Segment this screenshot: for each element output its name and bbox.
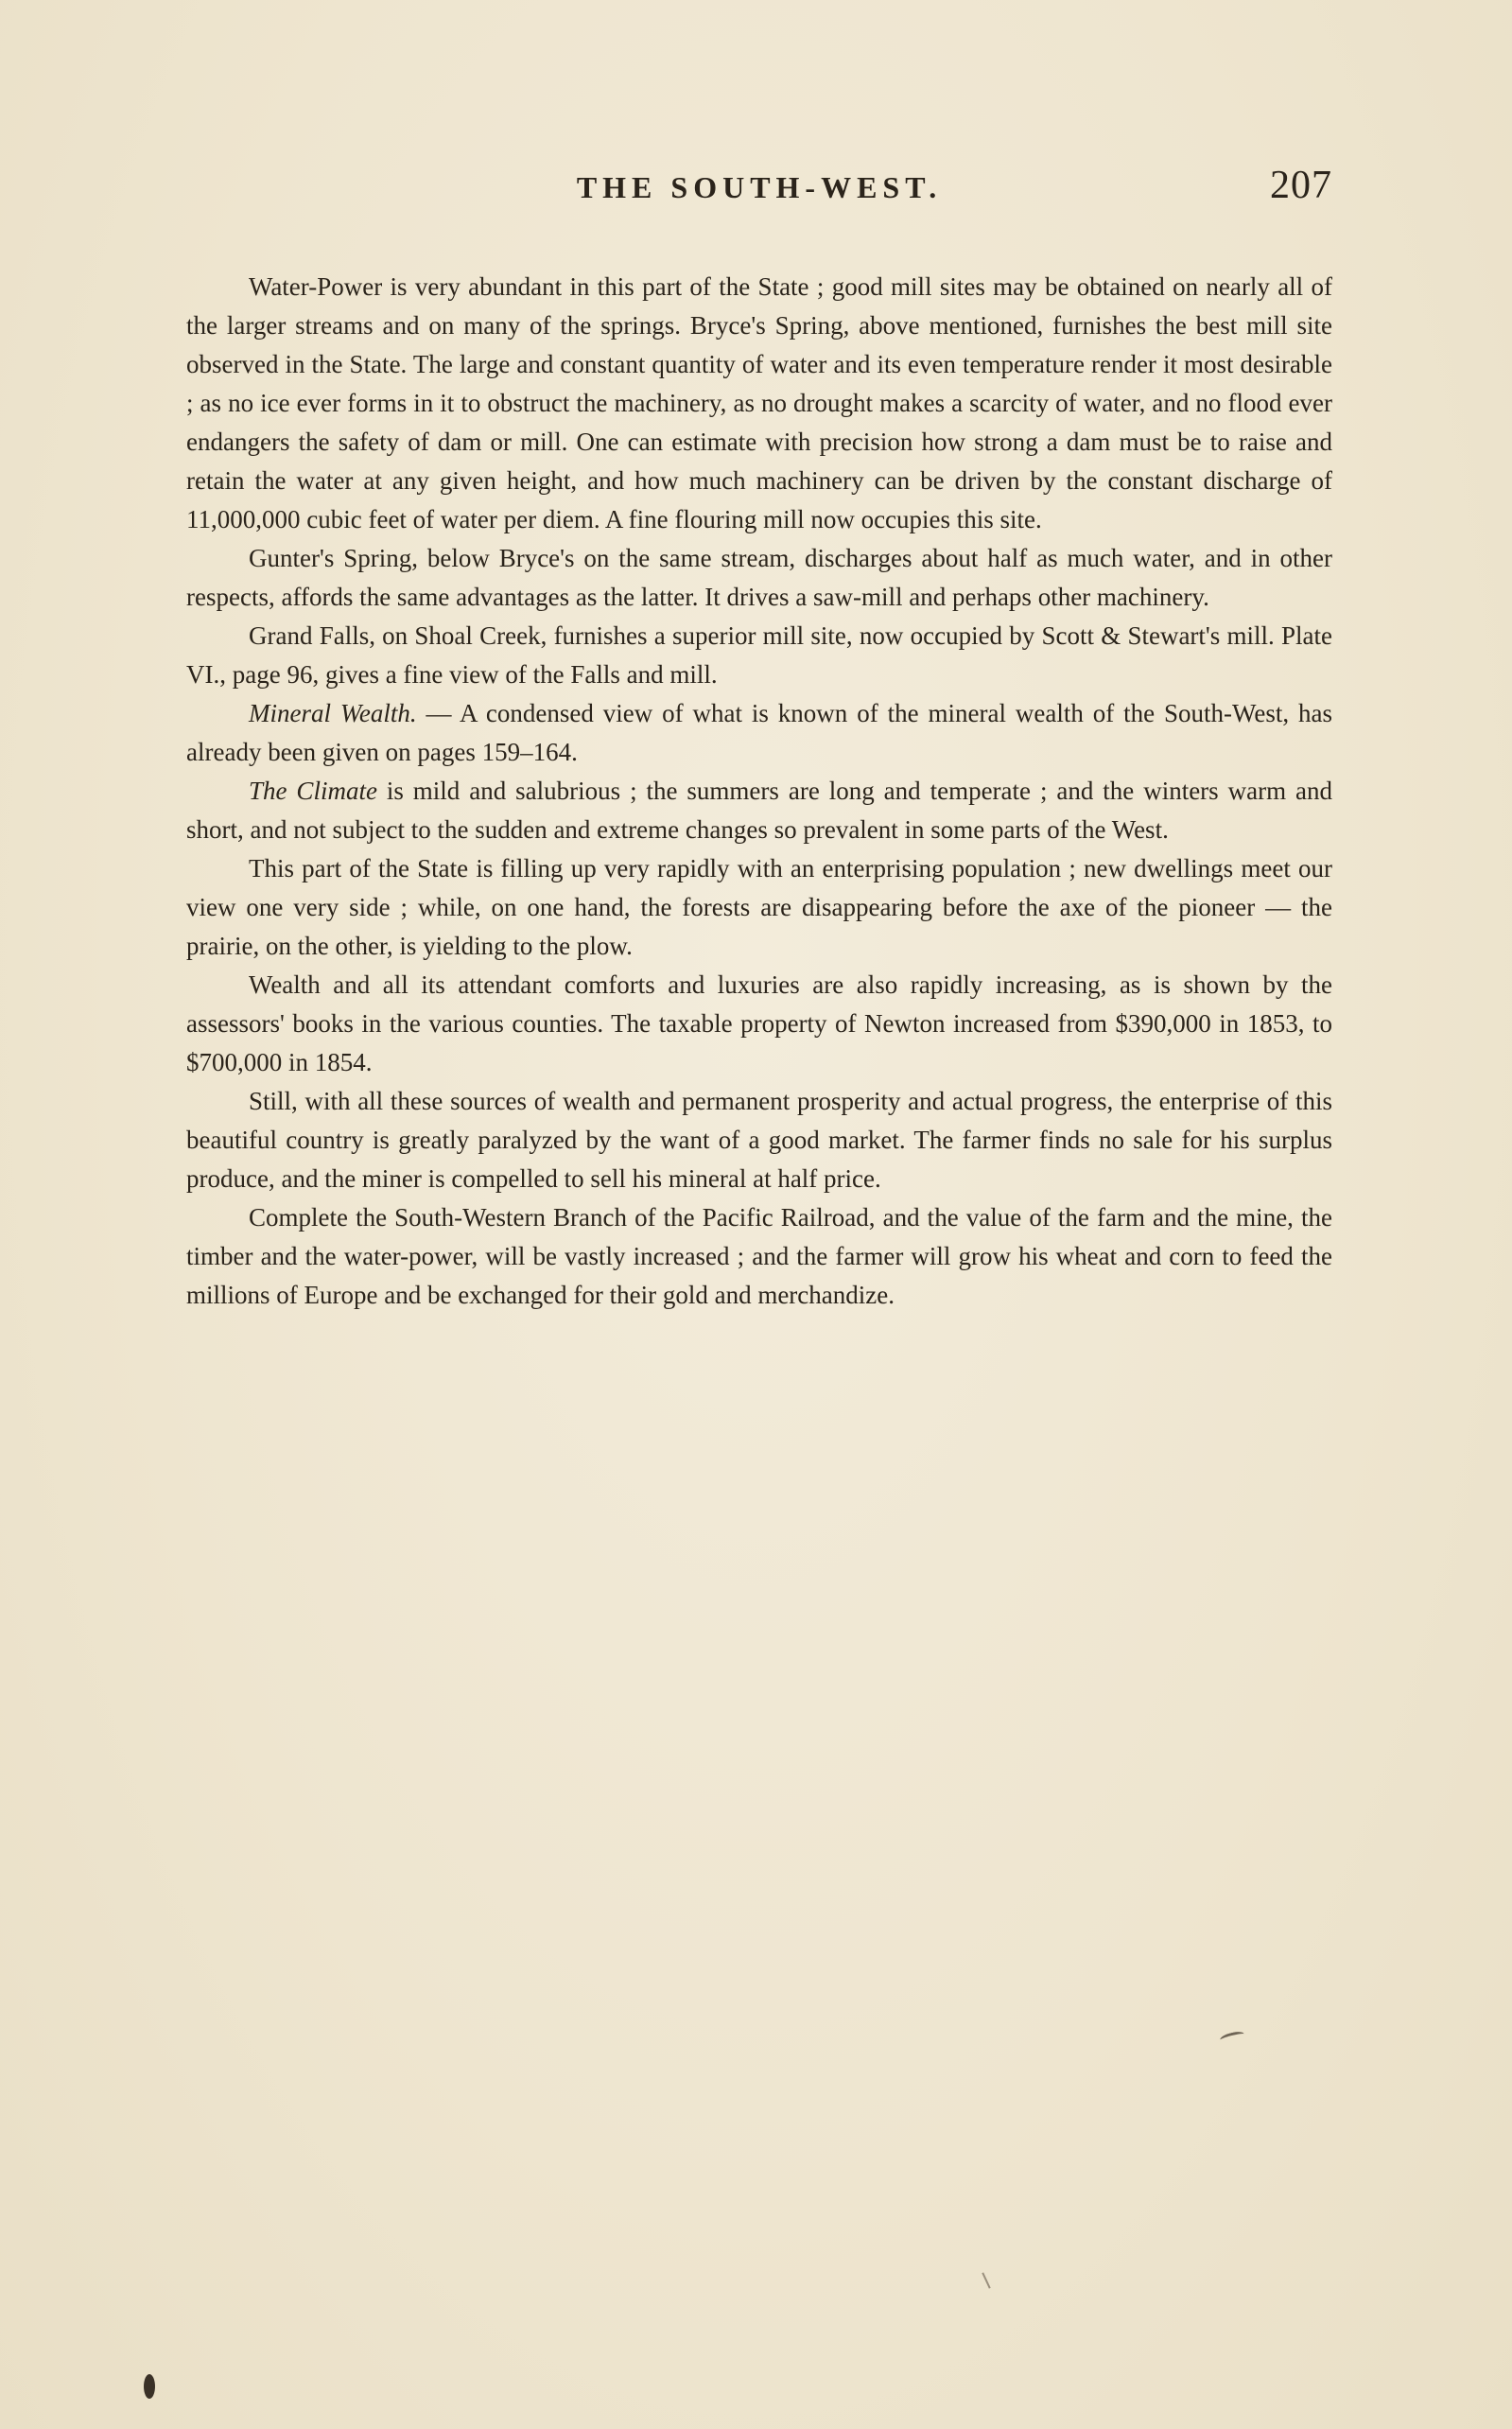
paragraph	[186, 539, 1332, 617]
paragraph-lead: The Climate	[249, 777, 377, 805]
paragraph-text: Gunter's Spring, below Bryce's on the same stream, discharges about half as much water, and in other respects, affords the same advantages as the latter. It drives a saw-mill and perhaps other machinery.	[186, 544, 1332, 611]
paragraph-text: Grand Falls, on Shoal Creek, furnishes a superior mill site, now occupied by Scott & Stewart's mill. Plate VI., page 96, gives a fine view of the Falls and mill.	[186, 621, 1332, 689]
paragraph	[186, 694, 1332, 772]
paragraph-text: Still, with all these sources of wealth and permanent prosperity and actual progress, the enterprise of this beautiful country is greatly paralyzed by the want of a good market. The farmer finds no sale for his surplus produce, and the miner is compelled to sell his mineral at half price.	[186, 1087, 1332, 1193]
page-number: 207	[1270, 164, 1332, 207]
paragraph-text: Water-Power is very abundant in this part of the State ; good mill sites may be obtained on nearly all of the larger streams and on many of the springs. Bryce's Spring, above mentioned, furnishes the best mill site observed in the State. The large and constant quantity of water and its even temperature render it most desirable ; as no ice ever forms in it to obstruct the machinery, as no drought makes a scarcity of water, and no flood ever endangers the safety of dam or mill. One can estimate with precision how strong a dam must be to raise and retain the water at any given height, and how much machinery can be driven by the constant discharge of 11,000,000 cubic feet of water per diem. A fine flouring mill now occupies this site.	[186, 272, 1332, 533]
ink-speck	[144, 2374, 155, 2399]
paragraph-text: is mild and salubrious ; the summers are long and temperate ; and the winters warm and short, and not subject to the sudden and extreme changes so prevalent in some parts of the West.	[186, 777, 1333, 844]
paragraph-text: This part of the State is filling up very rapidly with an enterprising population ; new dwellings meet our view one very side ; while, on one hand, the forests are disappearing before the axe of the pioneer — the prairie, on the other, is yielding to the plow.	[186, 854, 1332, 960]
paragraph-lead: Mineral Wealth.	[249, 699, 417, 727]
paragraph-text: Complete the South-Western Branch of the Pacific Railroad, and the value of the farm and the mine, the timber and the water-power, will be vastly increased ; and the farmer will grow his wheat and corn to feed the millions of Europe and be exchanged for their gold and merchandize.	[186, 1203, 1332, 1309]
paragraph	[186, 772, 1332, 849]
paragraph	[186, 617, 1332, 694]
body-text	[186, 268, 1332, 1315]
paragraph	[186, 966, 1332, 1082]
page-header	[186, 163, 1332, 219]
paragraph	[186, 268, 1332, 539]
paragraph-text: Wealth and all its attendant comforts and luxuries are also rapidly increasing, as is shown by the assessors' books in the various counties. The taxable property of Newton increased from $390,000 in 1853, to $700,000 in 1854.	[186, 970, 1332, 1076]
running-head: THE SOUTH-WEST.	[576, 170, 943, 204]
ink-mark	[982, 2272, 990, 2288]
paragraph	[186, 1198, 1332, 1315]
paragraph-text: — A condensed view of what is known of the mineral wealth of the South-West, has already been given on pages 159–164.	[186, 699, 1332, 766]
paragraph	[186, 1082, 1332, 1198]
paragraph	[186, 849, 1332, 966]
ink-mark	[1219, 2030, 1244, 2044]
